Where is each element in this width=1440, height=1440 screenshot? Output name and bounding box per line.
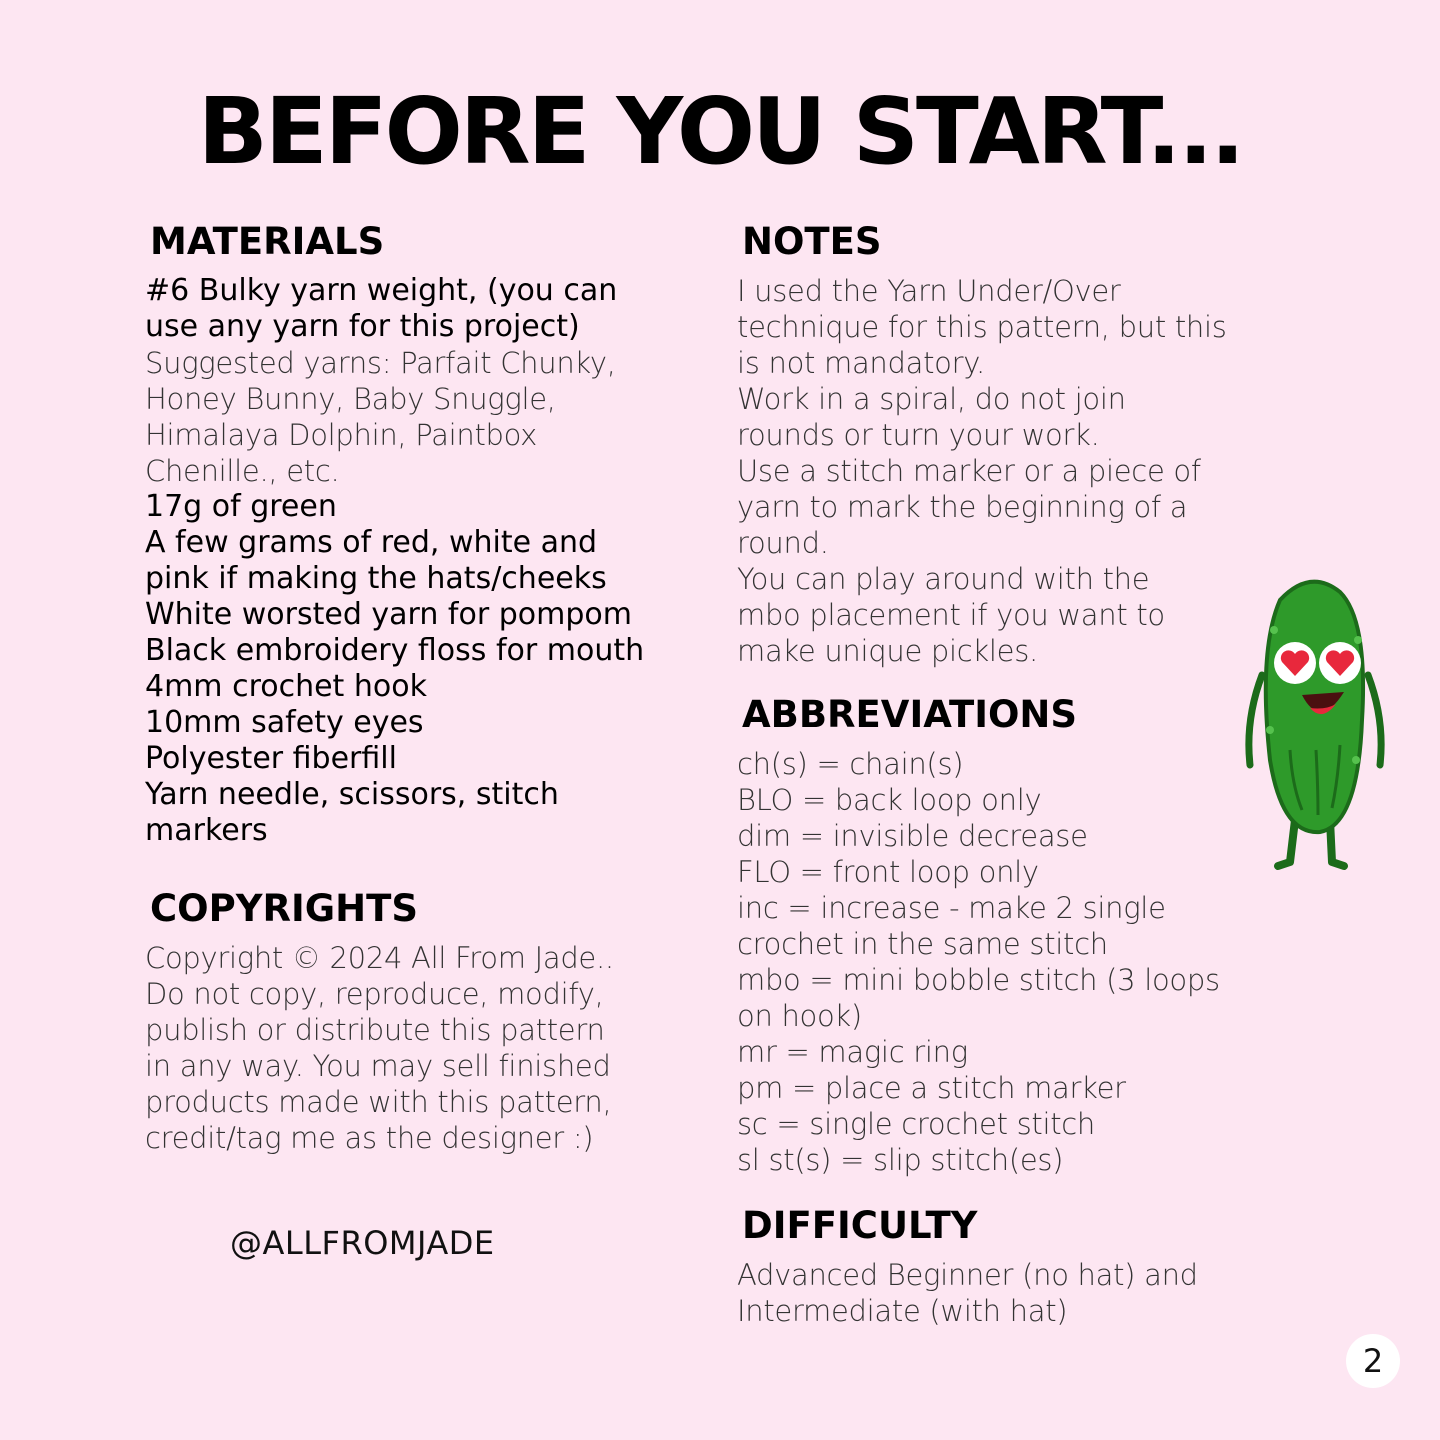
- materials-list: [145, 273, 705, 849]
- abbr-line: FLO = front loop only: [737, 855, 1039, 889]
- notes-line: You can play around with the: [737, 562, 1150, 596]
- materials-line: 10mm safety eyes: [145, 705, 424, 740]
- copyrights-line: Do not copy, reproduce, modify,: [145, 977, 604, 1011]
- notes-line: Work in a spiral, do not join: [737, 382, 1126, 416]
- notes-line: rounds or turn your work.: [737, 418, 1100, 452]
- abbr-line: sl st(s) = slip stitch(es): [737, 1143, 1064, 1177]
- notes-line: Use a stitch marker or a piece of: [737, 454, 1201, 488]
- materials-line: Honey Bunny, Baby Snuggle,: [145, 382, 556, 416]
- abbr-line: dim = invisible decrease: [737, 819, 1088, 853]
- page-title: BEFORE YOU START...: [197, 78, 1243, 185]
- left-column: [145, 220, 705, 1156]
- materials-line: Chenille., etc.: [145, 454, 340, 488]
- notes-line: yarn to mark the beginning of a: [737, 490, 1188, 524]
- notes-heading: NOTES: [742, 220, 882, 263]
- materials-line: #6 Bulky yarn weight, (you can: [145, 273, 618, 308]
- notes-line: make unique pickles.: [737, 634, 1038, 668]
- abbr-line: inc = increase - make 2 single: [737, 891, 1166, 925]
- materials-line: Yarn needle, scissors, stitch: [145, 777, 559, 812]
- notes-line: I used the Yarn Under/Over: [737, 274, 1121, 308]
- notes-text: [737, 273, 1297, 669]
- abbr-line: pm = place a stitch marker: [737, 1071, 1126, 1105]
- notes-line: is not mandatory.: [737, 346, 985, 380]
- materials-line: Suggested yarns: Parfait Chunky,: [145, 346, 616, 380]
- abbr-line: sc = single crochet stitch: [737, 1107, 1096, 1141]
- materials-line: 4mm crochet hook: [145, 669, 427, 704]
- copyrights-line: credit/tag me as the designer :): [145, 1121, 594, 1155]
- materials-line: A few grams of red, white and: [145, 525, 598, 560]
- abbr-line: mr = magic ring: [737, 1035, 968, 1069]
- copyrights-heading: COPYRIGHTS: [150, 887, 418, 930]
- abbr-line: on hook): [737, 999, 862, 1033]
- abbr-line: BLO = back loop only: [737, 783, 1042, 817]
- abbreviations-list: [737, 746, 1297, 1178]
- abbr-line: ch(s) = chain(s): [737, 747, 964, 781]
- notes-line: technique for this pattern, but this: [737, 310, 1227, 344]
- abbr-line: mbo = mini bobble stitch (3 loops: [737, 963, 1220, 997]
- materials-line: pink if making the hats/cheeks: [145, 561, 607, 596]
- materials-line: White worsted yarn for pompom: [145, 597, 632, 632]
- abbreviations-heading: ABBREVIATIONS: [742, 693, 1078, 736]
- diff-line: Advanced Beginner (no hat) and: [737, 1258, 1198, 1292]
- notes-line: round.: [737, 526, 829, 560]
- diff-line: Intermediate (with hat): [737, 1294, 1068, 1328]
- copyrights-line: in any way. You may sell finished: [145, 1049, 611, 1083]
- social-handle: @ALLFROMJADE: [230, 1224, 495, 1262]
- materials-heading: MATERIALS: [150, 220, 385, 263]
- copyrights-text: [145, 940, 705, 1156]
- materials-line: Black embroidery floss for mouth: [145, 633, 645, 668]
- materials-line: 17g of green: [145, 489, 337, 524]
- notes-line: mbo placement if you want to: [737, 598, 1165, 632]
- pickle-mascot-icon: [1240, 570, 1390, 875]
- right-column: [737, 220, 1297, 1329]
- materials-line: markers: [145, 813, 268, 848]
- abbr-line: crochet in the same stitch: [737, 927, 1108, 961]
- copyrights-line: Copyright © 2024 All From Jade..: [145, 941, 614, 975]
- materials-line: Himalaya Dolphin, Paintbox: [145, 418, 538, 452]
- materials-line: use any yarn for this project): [145, 309, 580, 344]
- difficulty-heading: DIFFICULTY: [742, 1204, 978, 1247]
- materials-line: Polyester fiberfill: [145, 741, 397, 776]
- copyrights-line: products made with this pattern,: [145, 1085, 612, 1119]
- page-number: 2: [1346, 1334, 1400, 1388]
- difficulty-text: [737, 1257, 1297, 1329]
- copyrights-line: publish or distribute this pattern: [145, 1013, 605, 1047]
